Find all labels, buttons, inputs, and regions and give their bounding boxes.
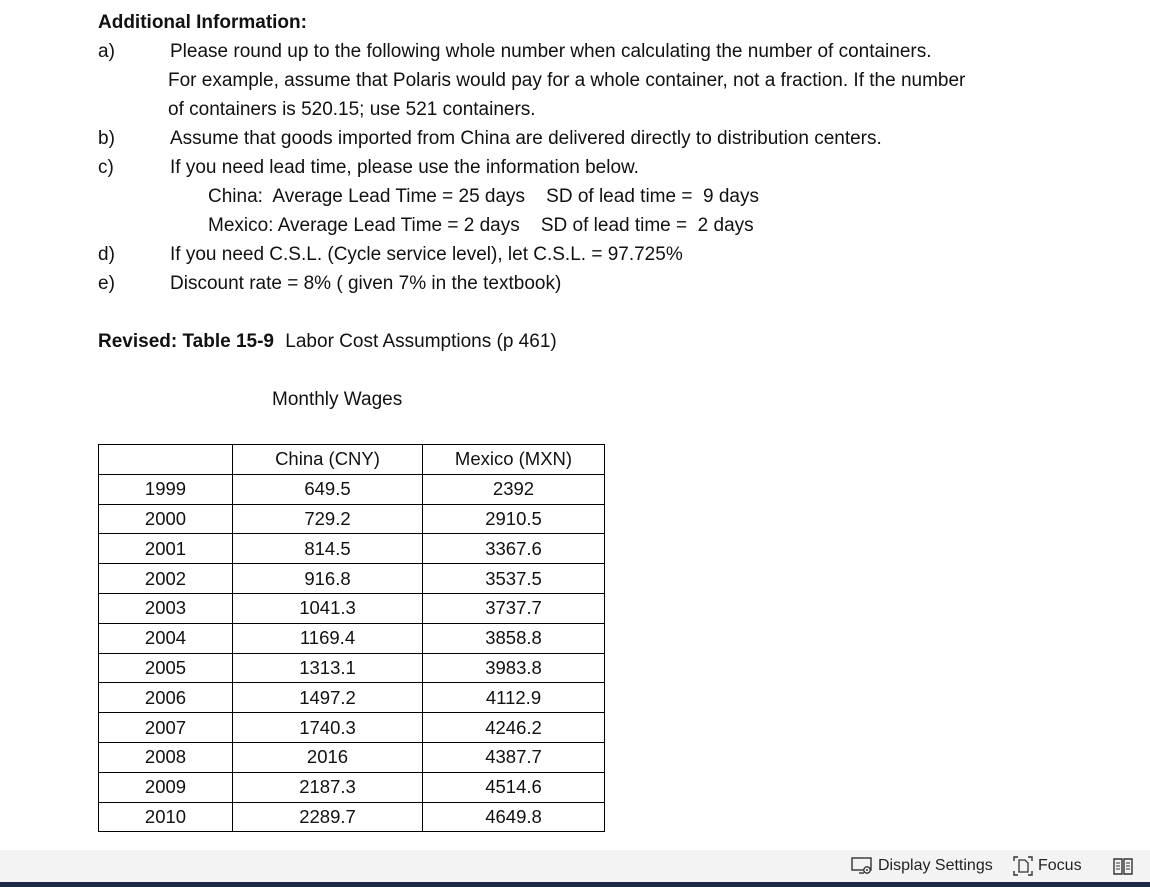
china-cell: 649.5: [233, 474, 423, 504]
china-cell: 1497.2: [233, 683, 423, 713]
table-header-row: [99, 445, 605, 475]
china-cell: 814.5: [233, 534, 423, 564]
status-bar: [0, 850, 1150, 882]
table-title: [98, 330, 557, 354]
mexico-cell: 4246.2: [423, 713, 605, 743]
table-row: [99, 683, 605, 713]
table-title-bold: Revised: Table 15-9: [98, 331, 275, 352]
table-row: [99, 802, 605, 832]
item-d-line-1: If you need C.S.L. (Cycle service level), let C.S.L. = 97.725%: [170, 244, 683, 265]
item-e-line-1: Discount rate = 8% ( given 7% in the textbook): [170, 273, 562, 294]
mexico-cell: 3983.8: [423, 653, 605, 683]
mexico-cell: 2910.5: [423, 504, 605, 534]
mexico-cell: 3737.7: [423, 593, 605, 623]
mexico-cell: 4387.7: [423, 742, 605, 772]
mexico-cell: 3858.8: [423, 623, 605, 653]
item-a-line-1: Please round up to the following whole number when calculating the number of containers.: [170, 41, 932, 62]
china-cell: 1740.3: [233, 713, 423, 743]
item-a-marker: a): [98, 41, 115, 62]
year-cell: 2002: [99, 564, 233, 594]
mexico-cell: 3367.6: [423, 534, 605, 564]
mexico-cell: 4112.9: [423, 683, 605, 713]
table-row: [99, 593, 605, 623]
table-row: [99, 742, 605, 772]
year-cell: 2008: [99, 742, 233, 772]
item-b-marker: b): [98, 128, 115, 149]
read-mode-button[interactable]: [1112, 854, 1134, 878]
year-cell: 2007: [99, 713, 233, 743]
table-row: [99, 653, 605, 683]
china-cell: 2187.3: [233, 772, 423, 802]
item-a-line-3: of containers is 520.15; use 521 containers.: [168, 99, 536, 120]
item-b-line-1: Assume that goods imported from China are delivered directly to distribution centers.: [170, 128, 882, 149]
mexico-cell: 2392: [423, 474, 605, 504]
year-cell: 2001: [99, 534, 233, 564]
item-c-line-1: If you need lead time, please use the information below.: [170, 157, 639, 178]
mexico-cell: 3537.5: [423, 564, 605, 594]
section-heading: Additional Information:: [98, 12, 307, 33]
table-row: [99, 713, 605, 743]
year-cell: 2003: [99, 593, 233, 623]
taskbar-strip: [0, 882, 1150, 887]
china-cell: 729.2: [233, 504, 423, 534]
china-cell: 2289.7: [233, 802, 423, 832]
display-settings-button[interactable]: [851, 854, 993, 878]
year-cell: 1999: [99, 474, 233, 504]
china-cell: 1041.3: [233, 593, 423, 623]
china-cell: 1169.4: [233, 623, 423, 653]
table-row: [99, 623, 605, 653]
table-row: [99, 534, 605, 564]
year-cell: 2004: [99, 623, 233, 653]
table-row: [99, 564, 605, 594]
header-cell-mexico: Mexico (MXN): [423, 445, 605, 475]
table-row: [99, 772, 605, 802]
display-settings-label: Display Settings: [878, 857, 993, 874]
header-cell: [99, 445, 233, 475]
lead-time-mexico: Mexico: Average Lead Time = 2 days SD of lead time = 2 days: [208, 215, 754, 236]
display-settings-icon: [851, 856, 874, 876]
china-cell: 916.8: [233, 564, 423, 594]
wages-table: [98, 444, 605, 832]
read-mode-icon: [1112, 856, 1134, 876]
table-title-rest: Labor Cost Assumptions (p 461): [285, 331, 557, 352]
mexico-cell: 4514.6: [423, 772, 605, 802]
year-cell: 2000: [99, 504, 233, 534]
focus-label: Focus: [1038, 857, 1082, 874]
item-e-marker: e): [98, 273, 115, 294]
year-cell: 2010: [99, 802, 233, 832]
item-d-marker: d): [98, 244, 115, 265]
year-cell: 2005: [99, 653, 233, 683]
table-row: [99, 504, 605, 534]
table-caption: Monthly Wages: [272, 389, 403, 410]
year-cell: 2006: [99, 683, 233, 713]
item-a-line-2: For example, assume that Polaris would pay for a whole container, not a fraction. If the number: [168, 70, 966, 91]
mexico-cell: 4649.8: [423, 802, 605, 832]
table-row: [99, 474, 605, 504]
year-cell: 2009: [99, 772, 233, 802]
focus-button[interactable]: [1012, 854, 1082, 878]
china-cell: 1313.1: [233, 653, 423, 683]
lead-time-china: China: Average Lead Time = 25 days SD of lead time = 9 days: [208, 186, 759, 207]
item-c-marker: c): [98, 157, 114, 178]
header-cell-china: China (CNY): [233, 445, 423, 475]
china-cell: 2016: [233, 742, 423, 772]
focus-icon: [1012, 855, 1034, 877]
